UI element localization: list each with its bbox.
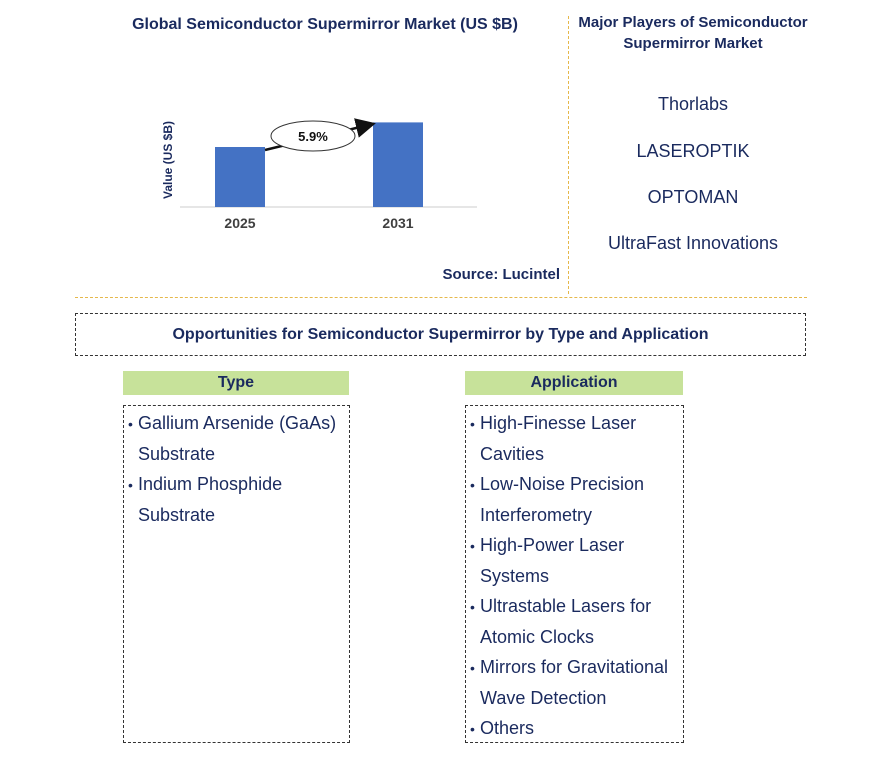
players-title: Major Players of Semiconductor Supermirror Market: [578, 14, 808, 52]
type-list: [128, 408, 349, 530]
application-list: [470, 408, 683, 744]
application-item: • Low-Noise Precision Interferometry: [470, 469, 683, 530]
bar-2025: [215, 147, 265, 207]
x-tick-2025: 2025: [224, 215, 256, 231]
type-header: Type: [123, 371, 349, 395]
bar-2031: [373, 122, 423, 207]
application-item: • Mirrors for Gravitational Wave Detection: [470, 652, 683, 713]
application-list-box: [465, 405, 684, 743]
y-axis-label: Value (US $B): [161, 120, 175, 200]
chart-title: Global Semiconductor Supermirror Market (US $B): [132, 16, 518, 33]
x-tick-2031: 2031: [382, 215, 414, 231]
opportunities-title: Opportunities for Semiconductor Supermirror by Type and Application: [75, 313, 806, 356]
type-item: • Gallium Arsenide (GaAs) Substrate: [128, 408, 349, 469]
application-item: • High-Power Laser Systems: [470, 530, 683, 591]
application-item: • High-Finesse Laser Cavities: [470, 408, 683, 469]
player-ultrafast: UltraFast Innovations: [607, 233, 779, 253]
application-header: Application: [465, 371, 683, 395]
player-thorlabs: Thorlabs: [657, 94, 729, 114]
application-item: • Others: [470, 713, 683, 744]
bar-chart: [140, 100, 500, 245]
type-item: • Indium Phosphide Substrate: [128, 469, 349, 530]
player-optoman: OPTOMAN: [647, 187, 739, 207]
vertical-divider: [568, 16, 569, 294]
cagr-label: 5.9%: [298, 129, 328, 144]
source-note: Source: Lucintel: [442, 266, 560, 283]
horizontal-divider: [75, 297, 807, 298]
application-item: • Ultrastable Lasers for Atomic Clocks: [470, 591, 683, 652]
type-list-box: [123, 405, 350, 743]
player-laseroptik: LASEROPTIK: [636, 141, 750, 161]
